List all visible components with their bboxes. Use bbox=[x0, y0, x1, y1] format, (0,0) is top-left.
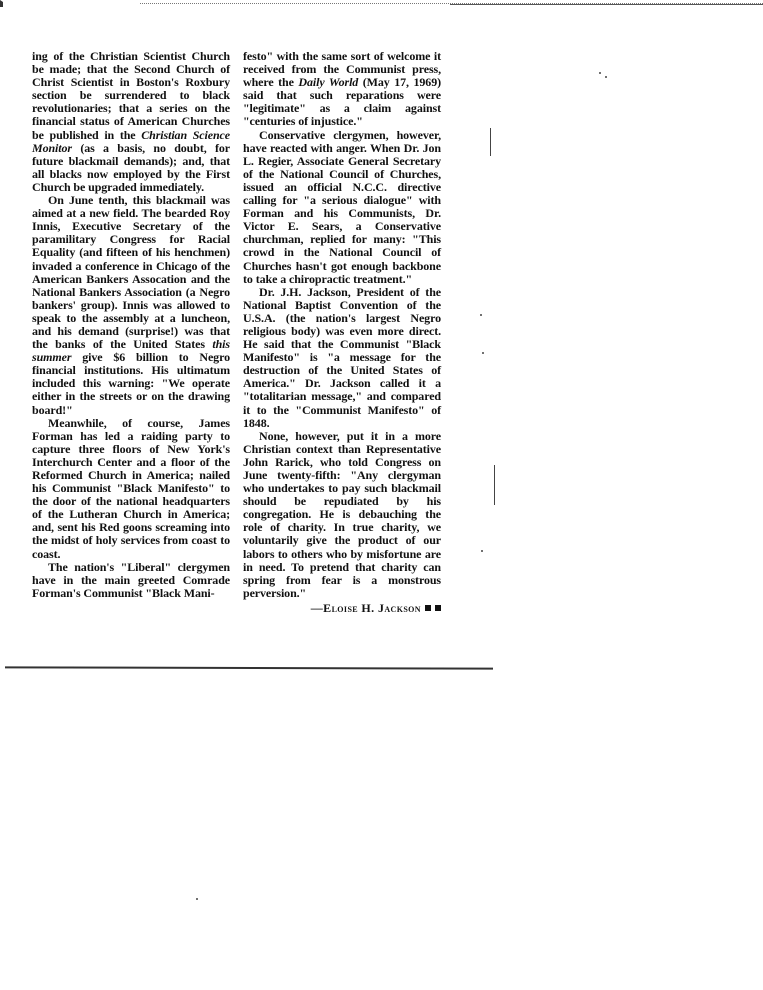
paragraph: Meanwhile, of course, James Forman has led a raiding party to capture three floors of New York's Interchurch Center and a floor of the Reformed Church in America; nailed his Communist "Black Manifesto" to the door of the national headquarters of the Lutheran Church in America; and, sent his Red goons screaming into the midst of holy services from coast to coast. bbox=[32, 415, 230, 561]
paragraph: None, however, put it in a more Christian context than Representative John Rarick, who told Congress on June twenty-fifth: "Any clergyman who undertakes to pay such blackmail should be repudiated by his congregation. He is debauching the role of charity. In true charity, we voluntarily give the product of our labors to others who by misfortune are in need. To pretend that charity can spring from fear is a monstrous perversion." bbox=[243, 428, 441, 600]
end-mark-icon bbox=[425, 605, 431, 611]
scan-speck bbox=[599, 72, 601, 74]
left-column bbox=[32, 50, 230, 600]
paragraph: The nation's "Liberal" clergymen have in the main greeted Comrade Forman's Communist "Black Mani- bbox=[32, 559, 230, 600]
end-mark-icon bbox=[435, 605, 441, 611]
byline bbox=[243, 602, 441, 615]
emphasis: this summer bbox=[32, 337, 230, 365]
byline-text: —Eloise H. Jackson bbox=[310, 600, 421, 615]
scan-speck bbox=[482, 352, 484, 354]
text-run: (as a basis, no doubt, for future blackmail demands); and, that all blacks now employed by the First Church be upgraded immediately. bbox=[32, 140, 230, 194]
scan-mark bbox=[494, 465, 495, 505]
paragraph: Dr. J.H. Jackson, President of the National Baptist Convention of the U.S.A. (the nation's largest Negro religious body) was even more direct. He said that the Communist "Black Manifesto" is "a message for the destruction of the United States of America." Dr. Jackson called it a "totalitarian message," and compared it to the "Communist Manifesto" of 1848. bbox=[243, 284, 441, 430]
text-run: festo" with the same sort of welcome it received from the Communist press, where the bbox=[243, 49, 441, 90]
publication-name: Christian Science Monitor bbox=[32, 127, 231, 155]
scan-mark bbox=[490, 128, 491, 156]
publication-name: Daily World bbox=[298, 75, 359, 90]
scan-speck bbox=[481, 550, 483, 552]
text-run: (May 17, 1969) said that such reparations were "legitimate" as a claim against "centuries of injustice." bbox=[243, 75, 441, 129]
scan-speck bbox=[480, 314, 482, 316]
paragraph: Conservative clergymen, however, have reacted with anger. When Dr. Jon L. Regier, Associate General Secretary of the National Council of Churches, issued an official N.C.C. directive calling for "a serious dialogue" with Forman and his Communists, Dr. Victor E. Sears, a Conservative churchman, replied for many: "This crowd in the National Council of Churches hasn't got enough backbone to take a chiropractic treatment." bbox=[243, 127, 441, 286]
text-run: give $6 billion to Negro financial institutions. His ultimatum included this warning: "We operate either in the streets or on the drawing board!" bbox=[32, 350, 230, 417]
bottom-rule bbox=[5, 666, 493, 669]
text-run: On June tenth, this blackmail was aimed at a new field. The bearded Roy Innis, Executive Secretary of the paramilitary Congress for Racial Equality (and fifteen of his henchmen) invaded a conference in Chicago of the American Bankers Assocation and the National Bankers Association (a Negro bankers' group). Innis was allowed to speak to the assembly at a luncheon, and his demand (surprise!) was that the banks of the United States bbox=[32, 193, 230, 352]
paragraph bbox=[243, 50, 441, 129]
top-rule-solid bbox=[450, 4, 763, 5]
right-column bbox=[243, 50, 441, 615]
scan-speck bbox=[605, 76, 607, 78]
paragraph bbox=[32, 50, 230, 194]
scan-speck bbox=[196, 898, 198, 900]
scan-corner-mark bbox=[0, 0, 9, 7]
text-run: ing of the Christian Scientist Church be made; that the Second Church of Christ Scientist in Boston's Roxbury section be surrendered to black revolutionaries; that a series on the financial status of American Churches be published in the bbox=[32, 49, 230, 142]
paragraph bbox=[32, 194, 230, 417]
